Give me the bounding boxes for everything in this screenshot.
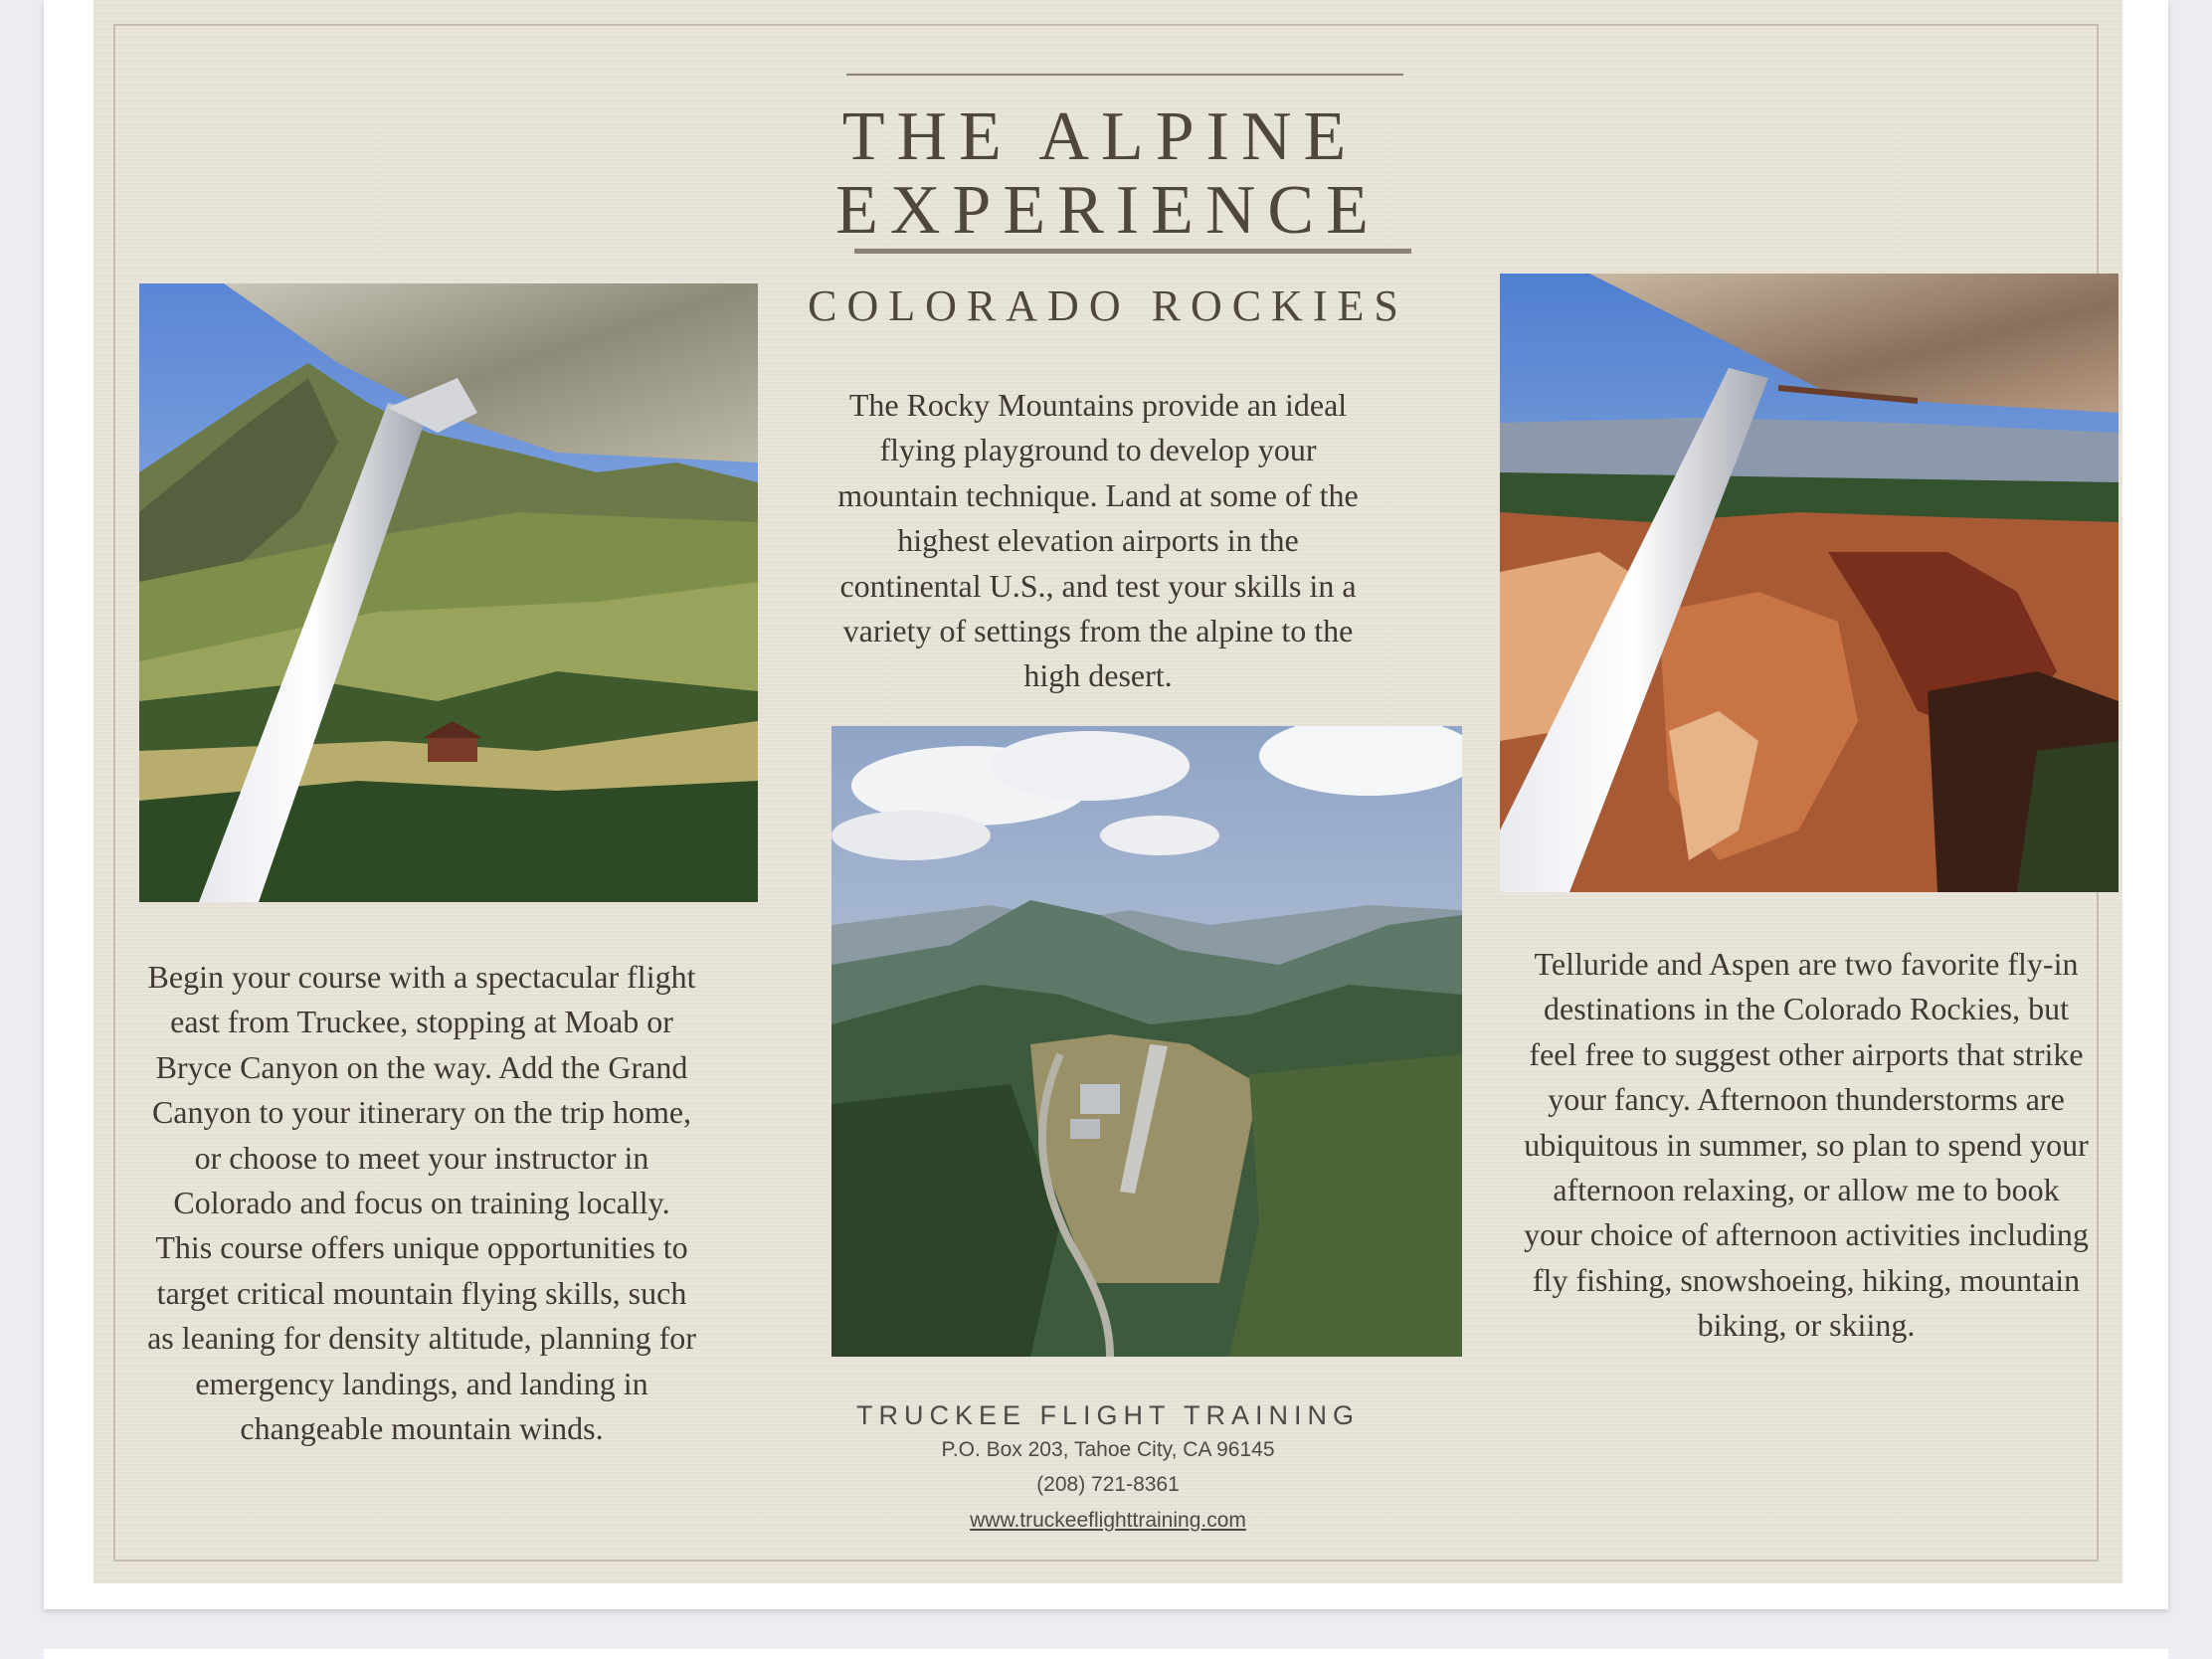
- footer-phone: (208) 721-8361: [1036, 1473, 1180, 1496]
- document-page: [44, 0, 2168, 1609]
- intro-line: The Rocky Mountains provide an ideal: [848, 387, 1348, 423]
- intro-paragraph: [820, 383, 1377, 699]
- intro-line: high desert.: [1023, 657, 1173, 694]
- intro-line: highest elevation airports in the: [897, 522, 1299, 559]
- title-line-1: THE ALPINE: [841, 98, 1359, 175]
- right-line: ubiquitous in summer, so plan to spend your: [1524, 1126, 2089, 1163]
- left-line: or choose to meet your instructor in: [194, 1139, 649, 1176]
- intro-line: variety of settings from the alpine to the: [842, 613, 1354, 649]
- title-line-2: EXPERIENCE: [835, 172, 1381, 249]
- left-line: Colorado and focus on training locally.: [173, 1185, 670, 1221]
- left-line: as leaning for density altitude, planning for: [147, 1320, 696, 1357]
- right-line: biking, or skiing.: [1697, 1307, 1916, 1344]
- left-photo-wing-over-hills: [139, 283, 758, 902]
- left-paragraph: [113, 955, 730, 1451]
- right-photo-wing-over-canyon: [1500, 274, 2119, 892]
- footer-website-link[interactable]: www.truckeeflighttraining.com: [970, 1509, 1246, 1532]
- next-page-edge: [44, 1649, 2168, 1659]
- left-line: Bryce Canyon on the way. Add the Grand: [155, 1048, 688, 1085]
- right-line: Telluride and Aspen are two favorite fly-in: [1534, 946, 2079, 982]
- intro-line: mountain technique. Land at some of the: [837, 476, 1359, 513]
- intro-line: continental U.S., and test your skills in a: [839, 567, 1357, 604]
- left-line: Canyon to your itinerary on the trip home,: [151, 1094, 692, 1131]
- brochure-paper: [93, 0, 2122, 1583]
- left-line: target critical mountain flying skills, such: [156, 1274, 687, 1311]
- right-line: feel free to suggest other airports that strike: [1529, 1035, 2084, 1072]
- footer-address: P.O. Box 203, Tahoe City, CA 96145: [941, 1438, 1275, 1461]
- title-top-rule: [846, 74, 1403, 76]
- left-line: changeable mountain winds.: [240, 1410, 604, 1447]
- intro-line: flying playground to develop your: [879, 432, 1317, 468]
- left-line: east from Truckee, stopping at Moab or: [170, 1004, 673, 1040]
- right-line: afternoon relaxing, or allow me to book: [1553, 1172, 2060, 1208]
- right-line: your choice of afternoon activities including: [1524, 1216, 2089, 1253]
- center-photo-valley-airport: [831, 726, 1462, 1357]
- subtitle: COLORADO ROCKIES: [808, 281, 1408, 330]
- title-bottom-rule: [854, 249, 1411, 254]
- right-line: your fancy. Afternoon thunderstorms are: [1548, 1081, 2065, 1118]
- left-line: Begin your course with a spectacular flight: [147, 959, 696, 995]
- right-line: destinations in the Colorado Rockies, but: [1544, 991, 2069, 1027]
- left-line: emergency landings, and landing in: [195, 1365, 648, 1401]
- right-paragraph: [1488, 942, 2124, 1349]
- left-line: This course offers unique opportunities to: [155, 1229, 688, 1266]
- right-line: fly fishing, snowshoeing, hiking, mountain: [1532, 1261, 2081, 1298]
- footer-company-name: TRUCKEE FLIGHT TRAINING: [855, 1400, 1361, 1430]
